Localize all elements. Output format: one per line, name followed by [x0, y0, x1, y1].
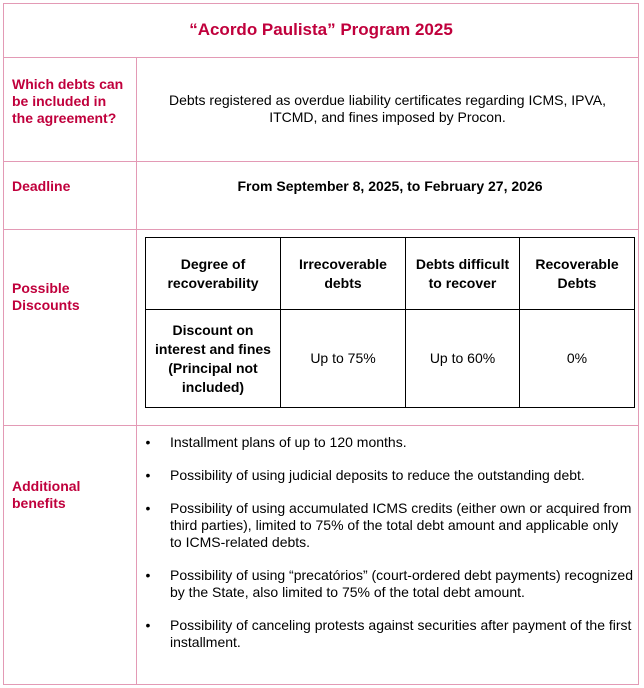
bullet-icon: •	[145, 617, 151, 633]
header-irrecoverable: Irrecoverable debts	[281, 238, 406, 310]
discounts-table	[145, 237, 635, 408]
bullet-icon: •	[145, 567, 151, 583]
row-label-discount: Discount on interest and fines (Principal not included)	[146, 310, 281, 408]
table-row	[146, 310, 635, 408]
list-item	[141, 617, 633, 651]
value-irrecoverable: Up to 75%	[281, 310, 406, 408]
benefit-text: Possibility of using judicial deposits to reduce the outstanding debt.	[170, 467, 585, 483]
list-item	[141, 567, 633, 601]
value-recoverable: 0%	[520, 310, 635, 408]
benefit-text: Possibility of canceling protests against securities after payment of the first installment.	[170, 617, 632, 650]
list-item	[141, 500, 633, 551]
row-label-deadline: Deadline	[12, 178, 71, 194]
divider	[3, 161, 639, 162]
benefit-text: Installment plans of up to 120 months.	[170, 434, 407, 450]
bullet-icon: •	[145, 434, 151, 450]
bullet-icon: •	[145, 467, 151, 483]
document-title: “Acordo Paulista” Program 2025	[189, 20, 453, 39]
table-header-row	[146, 238, 635, 310]
bullet-icon: •	[145, 500, 151, 516]
debts-description: Debts registered as overdue liability certificates regarding ICMS, IPVA, ITCMD, and fines imposed by Procon.	[168, 92, 607, 125]
list-item	[141, 434, 633, 451]
list-item	[141, 467, 633, 484]
header-degree: Degree of recoverability	[146, 238, 281, 310]
row-label-debts: Which debts can be included in the agreement?	[12, 76, 124, 126]
benefit-text: Possibility of using “precatórios” (court-ordered debt payments) recognized by the State, also limited to 75% of the total debt amount.	[170, 567, 633, 600]
column-divider	[136, 57, 137, 685]
header-difficult: Debts difficult to recover	[406, 238, 520, 310]
deadline-value: From September 8, 2025, to February 27, 2026	[237, 178, 543, 194]
benefits-list	[141, 434, 633, 667]
divider	[3, 229, 639, 230]
divider	[3, 57, 639, 58]
header-recoverable: Recoverable Debts	[520, 238, 635, 310]
divider	[3, 425, 639, 426]
row-label-benefits: Additional benefits	[12, 478, 81, 511]
value-difficult: Up to 60%	[406, 310, 520, 408]
benefit-text: Possibility of using accumulated ICMS credits (either own or acquired from third parties), limited to 75% of the total debt amount and applicable only to ICMS-related debts.	[170, 500, 632, 550]
row-label-discounts: Possible Discounts	[12, 280, 80, 313]
